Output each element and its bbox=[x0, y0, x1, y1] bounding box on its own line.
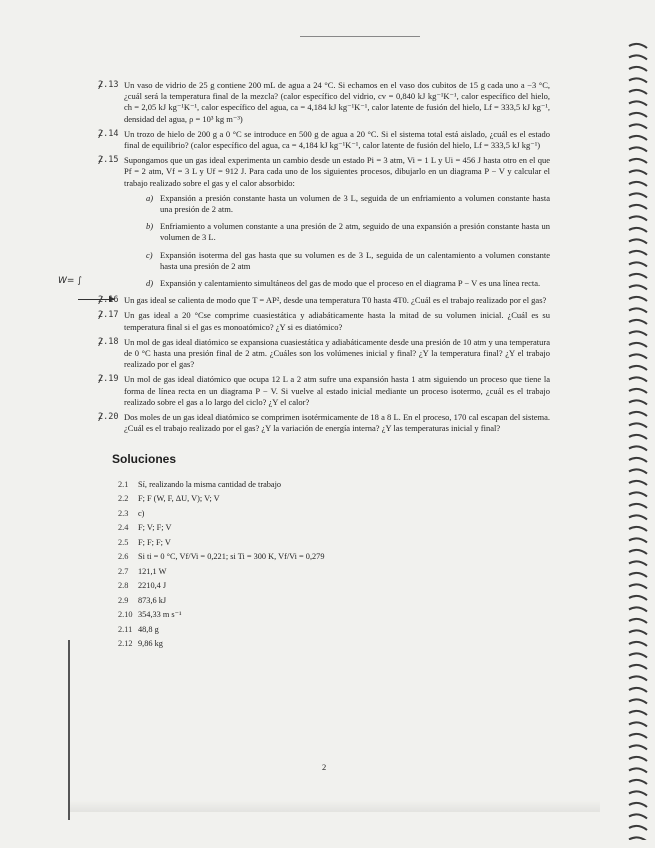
binding-coil bbox=[629, 619, 647, 623]
solution-text: c) bbox=[138, 508, 145, 518]
binding-coil bbox=[629, 67, 647, 71]
solution-text: Sí, realizando la misma cantidad de trabajo bbox=[138, 479, 282, 489]
solution-item bbox=[118, 480, 550, 491]
binding-coil bbox=[629, 101, 647, 105]
binding-coil bbox=[629, 377, 647, 381]
problem-text: Un trozo de hielo de 200 g a 0 °C se introduce en 500 g de agua a 20 °C. Si el sistema total está aislado, ¿cuál es el estado final de equilibrio? (calor específico del agua, ca = 4,184 kJ kg⁻¹K⁻¹, calor latente de fusión del hielo, Lf = 333,5 kJ kg⁻¹) bbox=[124, 128, 550, 151]
binding-coil bbox=[629, 44, 647, 48]
page-content bbox=[58, 80, 550, 654]
binding-coil bbox=[629, 136, 647, 140]
binding-coil bbox=[629, 320, 647, 324]
binding-coil bbox=[629, 757, 647, 761]
problem-number: 2.20 bbox=[98, 412, 119, 423]
binding-coil bbox=[629, 193, 647, 197]
solution-number: 2.12 bbox=[118, 639, 133, 649]
part-text: Enfriamiento a volumen constante a una presión de 2 atm, seguido de una expansión a presión constante hasta un volumen de 3 L. bbox=[160, 221, 550, 243]
solution-text: 873,6 kJ bbox=[138, 595, 167, 605]
binding-coil bbox=[629, 366, 647, 370]
solution-text: 354,33 m s⁻¹ bbox=[138, 610, 182, 620]
problem-text: Un gas ideal se calienta de modo que T = AP², desde una temperatura T0 hasta 4T0. ¿Cuál es el trabajo realizado por el gas? bbox=[124, 295, 547, 306]
binding-coil bbox=[629, 734, 647, 738]
problem-number: 2.19 bbox=[98, 374, 119, 385]
problem-number: 2.15 bbox=[98, 155, 119, 166]
binding-coil bbox=[629, 826, 647, 830]
problem-number: 2.14 bbox=[98, 128, 119, 139]
part-text: Expansión y calentamiento simultáneos del gas de modo que el proceso en el diagrama P − V es una línea recta. bbox=[160, 278, 541, 289]
solution-number: 2.9 bbox=[118, 595, 129, 605]
problem-2-16 bbox=[98, 295, 550, 306]
solution-number: 2.11 bbox=[118, 624, 133, 634]
binding-coil bbox=[629, 78, 647, 82]
binding-coil bbox=[629, 412, 647, 416]
binding-coil bbox=[629, 113, 647, 117]
part-letter: d) bbox=[146, 278, 154, 289]
binding-coil bbox=[629, 262, 647, 266]
solution-text: Si ti = 0 °C, Vf/Vi = 0,221; si Ti = 300 K, Vf/Vi = 0,279 bbox=[138, 552, 325, 562]
binding-coil bbox=[629, 251, 647, 255]
part-letter: c) bbox=[146, 249, 153, 260]
part-d bbox=[58, 276, 550, 289]
binding-coil bbox=[629, 423, 647, 427]
binding-coil bbox=[629, 550, 647, 554]
solution-item bbox=[118, 494, 550, 505]
problem-text: Supongamos que un gas ideal experimenta un cambio desde un estado Pi = 3 atm, Vi = 1 L y Ui = 456 J hasta otro en el que Pf = 2 atm, Vf = 3 L y Uf = 912 J. Para cada uno de los siguientes procesos, dibujarlo en un diagrama P − V y calcular el trabajo realizado sobre el gas y el calor absorbido: bbox=[124, 155, 550, 188]
binding-coil bbox=[629, 124, 647, 128]
solution-item bbox=[118, 596, 550, 607]
problem-number: 2.13 bbox=[98, 80, 119, 90]
problem-2-19 bbox=[98, 374, 550, 408]
top-rule bbox=[300, 36, 420, 37]
binding-coil bbox=[629, 515, 647, 519]
solution-item bbox=[118, 552, 550, 563]
solution-number: 2.10 bbox=[118, 610, 133, 620]
problem-2-17 bbox=[98, 310, 550, 332]
binding-coil bbox=[629, 354, 647, 358]
solution-item bbox=[118, 567, 550, 578]
binding-coil bbox=[629, 653, 647, 657]
solution-text: 121,1 W bbox=[138, 566, 167, 576]
binding-coil bbox=[629, 205, 647, 209]
problem-text: Un gas ideal a 20 °Cse comprime cuasiestática y adiabáticamente hasta la mitad de su volumen inicial. ¿Cuál es su temperatura final si el gas es monoatómico? ¿Y si es diatómico? bbox=[124, 310, 550, 332]
solutions-heading: Soluciones bbox=[112, 452, 177, 467]
solution-item bbox=[118, 509, 550, 520]
solution-text: F; F; F; V bbox=[138, 537, 171, 547]
binding-coil bbox=[629, 274, 647, 278]
page-edge-shadow bbox=[68, 640, 70, 820]
part-text: Expansión isoterma del gas hasta que su volumen es de 3 L, seguida de un calentamiento a volumen constante hasta una presión de 2 atm bbox=[160, 249, 550, 271]
solution-item bbox=[118, 538, 550, 549]
solution-item bbox=[118, 610, 550, 621]
binding-coil bbox=[629, 504, 647, 508]
binding-coil bbox=[629, 596, 647, 600]
part-c bbox=[146, 250, 550, 272]
binding-coil bbox=[629, 239, 647, 243]
solution-number: 2.6 bbox=[118, 552, 129, 562]
binding-coil bbox=[629, 331, 647, 335]
binding-coil bbox=[629, 722, 647, 726]
solution-text: 48,8 g bbox=[138, 624, 159, 634]
binding-coil bbox=[629, 170, 647, 174]
binding-coil bbox=[629, 435, 647, 439]
solution-text: 2210,4 J bbox=[138, 581, 167, 591]
solution-number: 2.7 bbox=[118, 566, 129, 576]
part-letter: b) bbox=[146, 221, 154, 232]
problem-text: Un mol de gas ideal diatómico se expansiona cuasiestática y adiabáticamente desde una presión de 10 atm y una temperatura de 0 °C hasta una presión final de 2 atm. ¿Cuáles son los volúmenes inicial y final? ¿Y la temperatura final? ¿Y el trabajo realizado por el gas? bbox=[124, 336, 550, 370]
solution-item bbox=[118, 581, 550, 592]
binding-coil bbox=[629, 584, 647, 588]
part-a bbox=[146, 193, 550, 215]
problem-parts bbox=[58, 192, 550, 289]
binding-coil bbox=[629, 159, 647, 163]
binding-coil bbox=[629, 400, 647, 404]
binding-coil bbox=[629, 308, 647, 312]
binding-coil bbox=[629, 182, 647, 186]
solution-item bbox=[118, 639, 550, 650]
problem-number: 2.16 bbox=[98, 295, 119, 306]
binding-coil bbox=[629, 446, 647, 450]
binding-coil bbox=[629, 573, 647, 577]
binding-coil bbox=[629, 607, 647, 611]
binding-coil bbox=[629, 90, 647, 94]
binding-coil bbox=[629, 561, 647, 565]
binding-coil bbox=[629, 216, 647, 220]
binding-coil bbox=[629, 343, 647, 347]
binding-coil bbox=[629, 538, 647, 542]
solution-text: 9,86 kg bbox=[138, 639, 163, 649]
binding-coil bbox=[629, 492, 647, 496]
page-bottom-shadow bbox=[70, 800, 600, 812]
problem-number: 2.18 bbox=[98, 336, 119, 347]
binding-coil bbox=[629, 285, 647, 289]
binding-coil bbox=[629, 768, 647, 772]
solution-number: 2.4 bbox=[118, 523, 129, 533]
binding-coil bbox=[629, 297, 647, 301]
solution-number: 2.3 bbox=[118, 508, 129, 518]
handwritten-note: W= ∫ bbox=[58, 276, 82, 287]
problem-2-15 bbox=[58, 155, 550, 289]
binding-coil bbox=[629, 699, 647, 703]
problem-2-14 bbox=[98, 128, 550, 151]
binding-coil bbox=[629, 711, 647, 715]
part-b bbox=[146, 221, 550, 243]
binding-coil bbox=[629, 665, 647, 669]
problem-2-18 bbox=[98, 336, 550, 371]
spiral-binding bbox=[627, 40, 649, 840]
solution-number: 2.2 bbox=[118, 494, 129, 504]
solution-item bbox=[118, 523, 550, 534]
binding-coil bbox=[629, 814, 647, 818]
binding-coil bbox=[629, 481, 647, 485]
binding-coil bbox=[629, 791, 647, 795]
problem-text: Un vaso de vidrio de 25 g contiene 200 mL de agua a 24 °C. Si echamos en el vaso dos cubitos de 15 g cada uno a −3 °C, ¿cuál será la temperatura final de la mezcla? (calor específico del vidrio, cv = 0,840 kJ kg⁻¹K⁻¹, calor específico del hielo, ch = 2,05 kJ kg⁻¹K⁻¹, calor específico del agua, ca = 4,184 kJ kg⁻¹K⁻¹, calor latente de fusión del hielo, Lf = 333,5 kJ kg⁻¹, densidad del agua, ρ = 10³ kg m⁻³) bbox=[124, 80, 550, 124]
binding-coil bbox=[629, 780, 647, 784]
solutions-list bbox=[118, 480, 550, 650]
solution-number: 2.8 bbox=[118, 581, 129, 591]
solution-number: 2.1 bbox=[118, 479, 129, 489]
binding-coil bbox=[629, 458, 647, 462]
problem-text: Dos moles de un gas ideal diatómico se comprimen isotérmicamente de 18 a 8 L. En el proceso, 170 cal escapan del sistema. ¿Cuál es el trabajo realizado por el gas? ¿Y la variación de energía interna? ¿Y las temperaturas inicial y final? bbox=[124, 412, 550, 434]
problem-2-13 bbox=[98, 80, 550, 125]
page-number: 2 bbox=[322, 762, 327, 772]
binding-coil bbox=[629, 228, 647, 232]
binding-coil bbox=[629, 837, 647, 840]
binding-coil bbox=[629, 527, 647, 531]
binding-coil bbox=[629, 630, 647, 634]
problem-number: 2.17 bbox=[98, 310, 119, 321]
binding-coil bbox=[629, 389, 647, 393]
binding-coil bbox=[629, 55, 647, 59]
binding-coil bbox=[629, 688, 647, 692]
binding-coil bbox=[629, 745, 647, 749]
binding-coil bbox=[629, 676, 647, 680]
binding-coil bbox=[629, 803, 647, 807]
part-text: Expansión a presión constante hasta un volumen de 3 L, seguida de un enfriamiento a volumen constante hasta una presión de 2 atm. bbox=[160, 192, 550, 215]
part-letter: a) bbox=[146, 192, 154, 203]
binding-coil bbox=[629, 147, 647, 151]
binding-coil bbox=[629, 469, 647, 473]
solution-item bbox=[118, 625, 550, 636]
binding-coil bbox=[629, 642, 647, 646]
problem-2-20 bbox=[98, 412, 550, 434]
solution-number: 2.5 bbox=[118, 537, 129, 547]
solution-text: F; V; F; V bbox=[138, 523, 172, 533]
solution-text: F; F (W, F, ΔU, V); V; V bbox=[138, 494, 220, 504]
problem-text: Un mol de gas ideal diatómico que ocupa 12 L a 2 atm sufre una expansión hasta 1 atm siguiendo un proceso que tiene la forma de línea recta en un diagrama P − V. Si vuelve al estado inicial mediante un proceso isotermo, ¿cuál es el trabajo realizado sobre el gas a lo largo del ciclo? ¿Y el calor? bbox=[124, 374, 550, 407]
